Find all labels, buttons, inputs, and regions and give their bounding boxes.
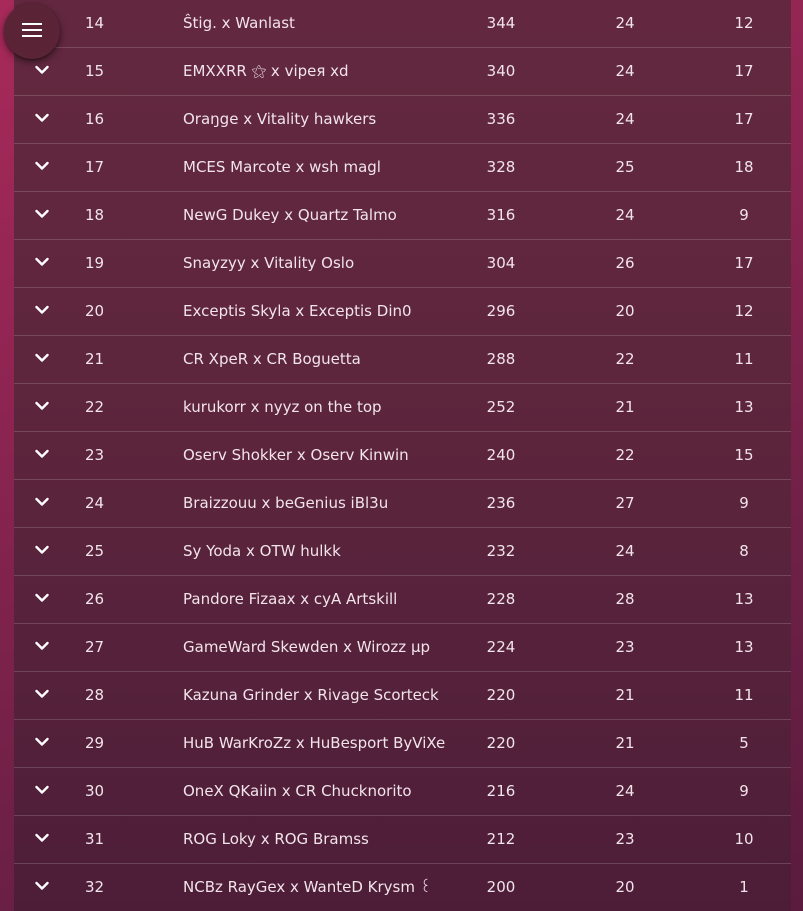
row-games: 13	[734, 638, 754, 656]
chevron-down-icon[interactable]	[35, 449, 49, 459]
table-row[interactable]	[14, 48, 791, 96]
row-rank: 19	[85, 254, 105, 272]
row-rank: 15	[85, 62, 105, 80]
hamburger-menu-icon	[22, 22, 42, 38]
row-team-name: MCES Marcote x wsh magl	[183, 158, 381, 176]
row-games: 15	[734, 446, 754, 464]
row-kills: 22	[615, 446, 635, 464]
chevron-down-icon[interactable]	[35, 65, 49, 75]
row-kills: 21	[615, 398, 635, 416]
table-row[interactable]	[14, 240, 791, 288]
row-games: 18	[734, 158, 754, 176]
row-points: 220	[486, 686, 516, 704]
chevron-down-icon[interactable]	[35, 353, 49, 363]
row-rank: 28	[85, 686, 105, 704]
chevron-down-icon[interactable]	[35, 257, 49, 267]
row-team-name: OneX QKaiin x CR Chucknorito	[183, 782, 412, 800]
row-points: 200	[486, 878, 516, 896]
row-kills: 21	[615, 686, 635, 704]
chevron-down-icon[interactable]	[35, 833, 49, 843]
menu-button[interactable]	[4, 3, 60, 59]
row-team-name: Pandore Fizaax x cyA Artskill	[183, 590, 398, 608]
row-rank: 14	[85, 14, 105, 32]
row-points: 328	[486, 158, 516, 176]
row-team-name: ROG Loky x ROG Bramss	[183, 830, 369, 848]
row-points: 340	[486, 62, 516, 80]
row-games: 17	[734, 254, 754, 272]
row-points: 212	[486, 830, 516, 848]
row-points: 252	[486, 398, 516, 416]
table-row[interactable]	[14, 768, 791, 816]
row-team-name: Snayzyy x Vitality Oslo	[183, 254, 355, 272]
row-kills: 25	[615, 158, 635, 176]
row-kills: 24	[615, 206, 635, 224]
row-team-name: Braizzouu x beGenius iBl3u	[183, 494, 389, 512]
row-points: 336	[486, 110, 516, 128]
row-points: 296	[486, 302, 516, 320]
chevron-down-icon[interactable]	[35, 545, 49, 555]
row-rank: 27	[85, 638, 105, 656]
table-row[interactable]	[14, 0, 791, 48]
row-rank: 22	[85, 398, 105, 416]
row-rank: 18	[85, 206, 105, 224]
table-row[interactable]	[14, 480, 791, 528]
row-kills: 22	[615, 350, 635, 368]
chevron-down-icon[interactable]	[35, 593, 49, 603]
row-games: 13	[734, 398, 754, 416]
table-row[interactable]	[14, 144, 791, 192]
row-rank: 25	[85, 542, 105, 560]
row-team-name: Oraŋge x Vitality hawkers	[183, 110, 377, 128]
row-games: 11	[734, 350, 754, 368]
row-team-name: Ŝtig. x Wanlast	[183, 14, 295, 32]
row-team-name: CR XpeR x CR Boguetta	[183, 350, 361, 368]
row-team-name: NCBz RayGex x WanteD Krysm ꒰	[183, 878, 432, 896]
table-row[interactable]	[14, 384, 791, 432]
row-kills: 23	[615, 830, 635, 848]
chevron-down-icon[interactable]	[35, 737, 49, 747]
row-team-name: Exceptis Skyla x Exceptis Din0	[183, 302, 412, 320]
row-points: 240	[486, 446, 516, 464]
row-points: 288	[486, 350, 516, 368]
chevron-down-icon[interactable]	[35, 305, 49, 315]
table-row[interactable]	[14, 864, 791, 911]
table-row[interactable]	[14, 816, 791, 864]
row-points: 316	[486, 206, 516, 224]
table-row[interactable]	[14, 96, 791, 144]
row-team-name: Oserv Shokker x Oserv Kinwin	[183, 446, 409, 464]
row-games: 12	[734, 14, 754, 32]
row-games: 12	[734, 302, 754, 320]
row-games: 9	[739, 206, 749, 224]
row-games: 1	[739, 878, 749, 896]
row-points: 220	[486, 734, 516, 752]
row-team-name: NewG Dukey x Quartz Talmo	[183, 206, 397, 224]
row-rank: 21	[85, 350, 105, 368]
row-kills: 24	[615, 782, 635, 800]
row-kills: 21	[615, 734, 635, 752]
row-kills: 23	[615, 638, 635, 656]
row-rank: 16	[85, 110, 105, 128]
row-rank: 24	[85, 494, 105, 512]
table-row[interactable]	[14, 720, 791, 768]
row-team-name: kurukorr x nyyz on the top	[183, 398, 382, 416]
row-kills: 20	[615, 878, 635, 896]
row-points: 228	[486, 590, 516, 608]
chevron-down-icon[interactable]	[35, 209, 49, 219]
chevron-down-icon[interactable]	[35, 113, 49, 123]
row-games: 11	[734, 686, 754, 704]
row-kills: 20	[615, 302, 635, 320]
row-games: 17	[734, 62, 754, 80]
row-points: 232	[486, 542, 516, 560]
row-team-name: GameWard Skewden x Wirozz µp	[183, 638, 431, 656]
row-rank: 31	[85, 830, 105, 848]
table-row[interactable]	[14, 672, 791, 720]
chevron-down-icon[interactable]	[35, 641, 49, 651]
table-row[interactable]	[14, 288, 791, 336]
row-kills: 28	[615, 590, 635, 608]
row-games: 13	[734, 590, 754, 608]
table-row[interactable]	[14, 528, 791, 576]
table-row[interactable]	[14, 432, 791, 480]
table-row[interactable]	[14, 192, 791, 240]
row-rank: 20	[85, 302, 105, 320]
row-kills: 27	[615, 494, 635, 512]
row-rank: 32	[85, 878, 105, 896]
row-team-name: Kazuna Grinder x Rivage Scorteck	[183, 686, 439, 704]
row-rank: 17	[85, 158, 105, 176]
row-kills: 24	[615, 542, 635, 560]
row-games: 8	[739, 542, 749, 560]
row-points: 236	[486, 494, 516, 512]
row-points: 216	[486, 782, 516, 800]
row-rank: 29	[85, 734, 105, 752]
chevron-down-icon[interactable]	[35, 785, 49, 795]
row-team-name: Sy Yoda x OTW hulkk	[183, 542, 341, 560]
row-rank: 30	[85, 782, 105, 800]
row-kills: 24	[615, 14, 635, 32]
row-kills: 26	[615, 254, 635, 272]
row-points: 224	[486, 638, 516, 656]
row-games: 17	[734, 110, 754, 128]
row-games: 5	[739, 734, 749, 752]
row-points: 304	[486, 254, 516, 272]
row-team-name: EMXXRR ⚝ x vipeя xd	[183, 62, 349, 80]
row-points: 344	[486, 14, 516, 32]
row-rank: 26	[85, 590, 105, 608]
row-team-name: HuB WarKroZz x HuBesport ByViXe	[183, 734, 446, 752]
chevron-down-icon[interactable]	[35, 881, 49, 891]
row-rank: 23	[85, 446, 105, 464]
chevron-down-icon[interactable]	[35, 689, 49, 699]
row-games: 10	[734, 830, 754, 848]
chevron-down-icon[interactable]	[35, 497, 49, 507]
chevron-down-icon[interactable]	[35, 401, 49, 411]
table-row[interactable]	[14, 336, 791, 384]
row-games: 9	[739, 494, 749, 512]
row-kills: 24	[615, 110, 635, 128]
row-kills: 24	[615, 62, 635, 80]
row-games: 9	[739, 782, 749, 800]
table-row[interactable]	[14, 576, 791, 624]
table-row[interactable]	[14, 624, 791, 672]
chevron-down-icon[interactable]	[35, 161, 49, 171]
leaderboard-table	[14, 0, 791, 911]
